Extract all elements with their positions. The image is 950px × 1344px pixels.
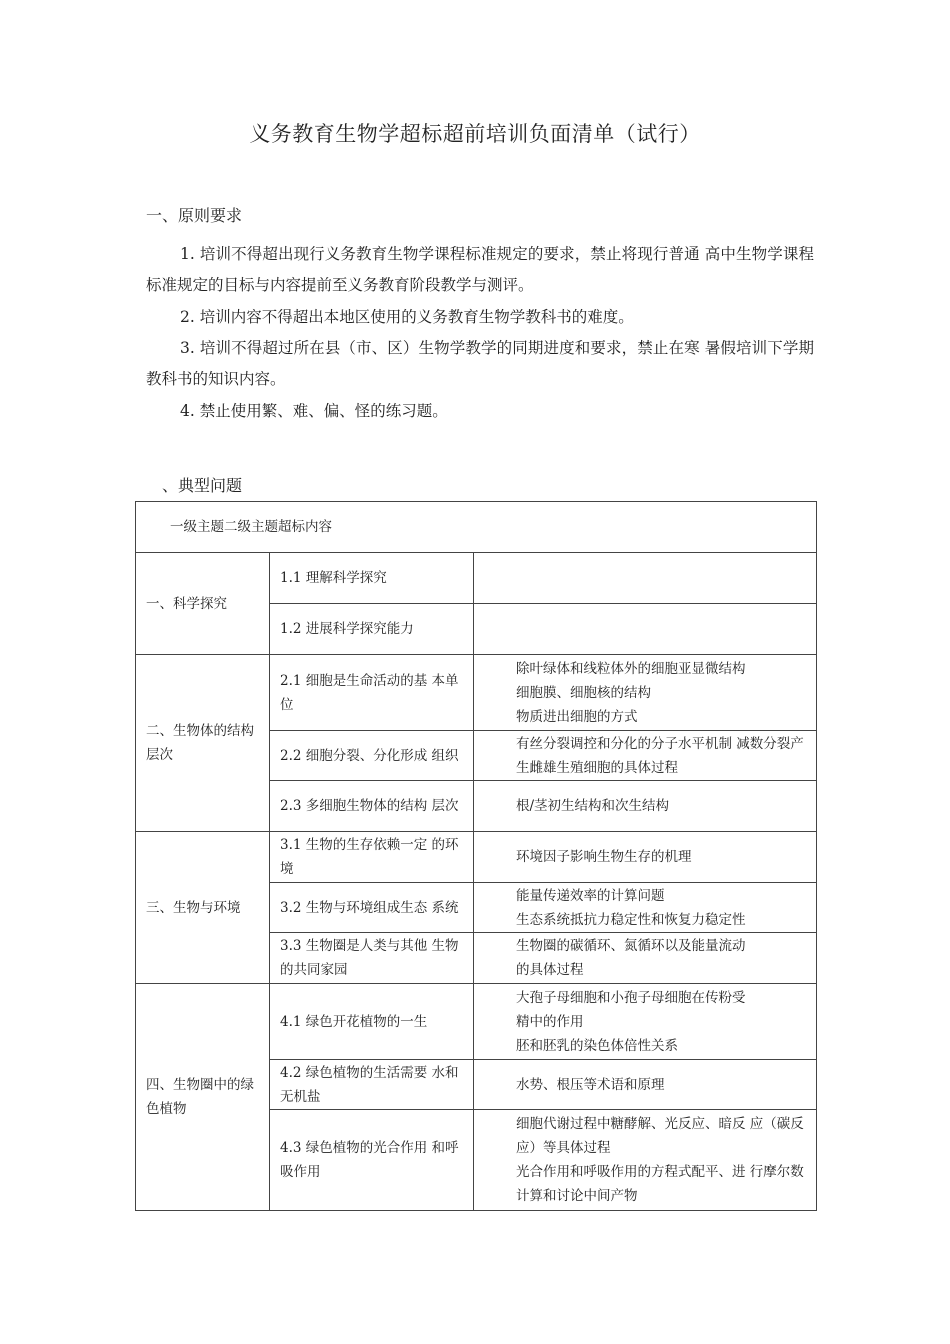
section-heading-principles: 一、原则要求 xyxy=(146,206,243,225)
table-header-row xyxy=(136,502,817,553)
content-line: 大孢子母细胞和小孢子母细胞在传粉受 xyxy=(516,989,746,1006)
subtopic-cell: 3.3 生物圈是人类与其他 生物的共同家园 xyxy=(270,933,474,984)
content-line: 根/茎初生结构和次生结构 xyxy=(516,798,670,814)
content-cell xyxy=(474,1060,817,1110)
content-cell xyxy=(474,832,817,883)
content-line: 光合作用和呼吸作用的方程式配平、进 行摩尔数计算和讨论中间产物 xyxy=(516,1164,804,1204)
table-row xyxy=(136,832,817,883)
principle-paragraph: 4. 禁止使用繁、难、偏、怪的练习题。 xyxy=(180,402,448,420)
subtopic-cell: 3.1 生物的生存依赖一定 的环境 xyxy=(270,832,474,883)
subtopic-cell: 1.2 进展科学探究能力 xyxy=(270,604,474,655)
topic-cell: 四、生物圈中的绿色植物 xyxy=(136,984,270,1211)
issues-table xyxy=(135,501,817,1211)
content-cell xyxy=(474,553,817,604)
section-heading-typical-issues: 、典型问题 xyxy=(162,476,243,495)
content-line: 精中的作用 xyxy=(516,1013,584,1030)
document-title: 义务教育生物学超标超前培训负面清单（试行） xyxy=(249,122,701,146)
subtopic-cell: 4.2 绿色植物的生活需要 水和无机盐 xyxy=(270,1060,474,1110)
content-cell xyxy=(474,604,817,655)
topic-cell: 三、生物与环境 xyxy=(136,832,270,984)
content-line: 细胞膜、细胞核的结构 xyxy=(516,684,651,701)
content-line: 环境因子影响生物生存的机理 xyxy=(516,849,692,865)
content-cell xyxy=(474,883,817,933)
topic-cell: 二、生物体的结构层次 xyxy=(136,655,270,832)
subtopic-cell: 2.3 多细胞生物体的结构 层次 xyxy=(270,781,474,832)
subtopic-cell: 3.2 生物与环境组成生态 系统 xyxy=(270,883,474,933)
content-cell xyxy=(474,933,817,984)
table-row xyxy=(136,553,817,604)
content-line: 的具体过程 xyxy=(516,962,584,978)
subtopic-cell: 2.2 细胞分裂、分化形成 组织 xyxy=(270,731,474,781)
content-cell xyxy=(474,655,817,731)
table-header-cell: 一级主题二级主题超标内容 xyxy=(136,502,817,553)
table-row xyxy=(136,984,817,1060)
content-line: 能量传递效率的计算问题 xyxy=(516,887,665,904)
subtopic-cell: 2.1 细胞是生命活动的基 本单位 xyxy=(270,655,474,731)
topic-cell: 一、科学探究 xyxy=(136,553,270,655)
subtopic-cell: 4.3 绿色植物的光合作用 和呼吸作用 xyxy=(270,1110,474,1211)
content-cell xyxy=(474,1110,817,1211)
content-line: 生态系统抵抗力稳定性和恢复力稳定性 xyxy=(516,911,746,928)
content-line: 胚和胚乳的染色体倍性关系 xyxy=(516,1037,678,1054)
content-line: 有丝分裂调控和分化的分子水平机制 减数分裂产生雌雄生殖细胞的具体过程 xyxy=(516,735,804,776)
content-line: 生物圈的碳循环、氮循环以及能量流动 xyxy=(516,938,746,954)
principle-paragraph: 1. 培训不得超出现行义务教育生物学课程标准规定的要求，禁止将现行普通 高中生物学课程标准规定的目标与内容提前至义务教育阶段教学与测评。 xyxy=(146,245,814,294)
content-cell xyxy=(474,731,817,781)
table-row xyxy=(136,655,817,731)
content-line: 水势、根压等术语和原理 xyxy=(516,1076,665,1093)
subtopic-cell: 1.1 理解科学探究 xyxy=(270,553,474,604)
content-cell xyxy=(474,984,817,1060)
subtopic-cell: 4.1 绿色开花植物的一生 xyxy=(270,984,474,1060)
content-cell xyxy=(474,781,817,832)
principle-paragraph: 2. 培训内容不得超出本地区使用的义务教育生物学教科书的难度。 xyxy=(180,308,634,326)
content-line: 细胞代谢过程中糖酵解、光反应、暗反 应（碳反应）等具体过程 xyxy=(516,1116,804,1156)
content-line: 物质进出细胞的方式 xyxy=(516,708,638,725)
content-line: 除叶绿体和线粒体外的细胞亚显微结构 xyxy=(516,660,746,677)
principle-paragraph: 3. 培训不得超过所在县（市、区）生物学教学的同期进度和要求，禁止在寒 暑假培训下学期教科书的知识内容。 xyxy=(146,339,814,388)
